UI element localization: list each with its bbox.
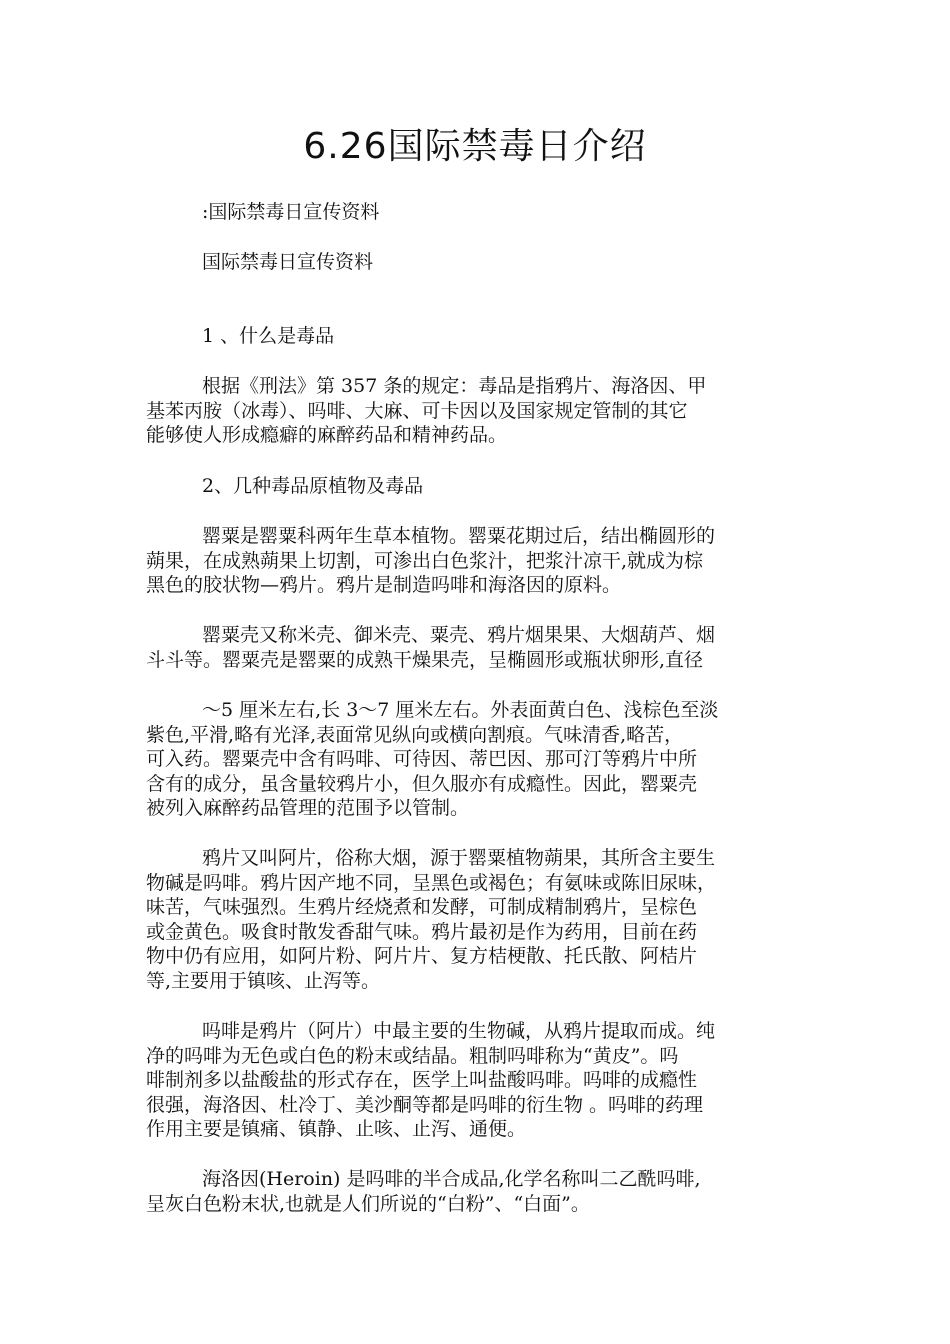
paragraph-morphine xyxy=(146,1019,810,1142)
paragraph-line: 很强，海洛因、杜冷丁、美沙酮等都是吗啡的衍生物 。吗啡的药理 xyxy=(146,1093,704,1116)
section-heading-drug-plants: 2、几种毒品原植物及毒品 xyxy=(202,475,424,497)
paragraph-opium xyxy=(146,846,810,993)
paragraph-line: ～5 厘米左右,长 3～7 厘米左右。外表面黄白色、浅棕色至淡 xyxy=(202,699,719,721)
subtitle-source: :国际禁毒日宣传资料 xyxy=(202,201,380,223)
paragraph-line: 呈灰白色粉末状,也就是人们所说的“白粉”、“白面”。 xyxy=(146,1192,590,1215)
paragraph-line: 等,主要用于镇咳、止泻等。 xyxy=(146,969,381,992)
paragraph-line: 含有的成分，虽含量较鸦片小，但久服亦有成瘾性。因此，罂粟壳 xyxy=(146,772,698,795)
document-title: 6.26国际禁毒日介绍 xyxy=(303,126,647,167)
paragraph-line: 可入药。罂粟壳中含有吗啡、可待因、蒂巴因、那可汀等鸦片中所 xyxy=(146,748,698,770)
paragraph-heroin xyxy=(146,1167,810,1216)
paragraph-line: 味苦，气味强烈。生鸦片经烧煮和发酵，可制成精制鸦片，呈棕色 xyxy=(146,896,698,918)
paragraph-poppy-shell xyxy=(146,623,810,672)
paragraph-line: 能够使人形成瘾癖的麻醉药品和精神药品。 xyxy=(146,424,508,446)
paragraph-line: 罂粟是罂粟科两年生草本植物。罂粟花期过后，结出椭圆形的 xyxy=(202,525,716,547)
paragraph-line: 净的吗啡为无色或白色的粉末或结晶。粗制吗啡称为“黄皮”。吗 xyxy=(146,1044,679,1067)
paragraph-line: 或金黄色。吸食时散发香甜气味。鸦片最初是作为药用，目前在药 xyxy=(146,920,698,943)
subtitle: 国际禁毒日宣传资料 xyxy=(202,251,374,273)
paragraph-line: 吗啡是鸦片（阿片）中最主要的生物碱，从鸦片提取而成。纯 xyxy=(202,1020,716,1042)
paragraph-line: 鸦片又叫阿片，俗称大烟，源于罂粟植物蒴果，其所含主要生 xyxy=(202,847,716,869)
section-heading-what-is-drug: 1 、什么是毒品 xyxy=(202,325,335,347)
paragraph-line: 物碱是吗啡。鸦片因产地不同，呈黑色或褐色；有氨味或陈旧尿味， xyxy=(146,871,717,894)
paragraph-line: 紫色,平滑,略有光泽,表面常见纵向或横向割痕。气味清香,略苦， xyxy=(146,723,684,746)
paragraph-poppy-shell-continued xyxy=(146,698,810,821)
paragraph-poppy xyxy=(146,524,810,598)
paragraph-line: 作用主要是镇痛、镇静、止咳、止泻、通便。 xyxy=(146,1118,527,1140)
paragraph-line: 物中仍有应用，如阿片粉、阿片片、复方桔梗散、托氏散、阿桔片 xyxy=(146,945,698,967)
paragraph-line: 斗斗等。罂粟壳是罂粟的成熟干燥果壳，呈椭圆形或瓶状卵形,直径 xyxy=(146,648,704,671)
paragraph-line: 啡制剂多以盐酸盐的形式存在，医学上叫盐酸吗啡。吗啡的成瘾性 xyxy=(146,1069,698,1091)
paragraph-line: 蒴果，在成熟蒴果上切割，可渗出白色浆汁，把浆汁凉干,就成为棕 xyxy=(146,549,704,572)
paragraph-line: 黑色的胶状物—鸦片。鸦片是制造吗啡和海洛因的原料。 xyxy=(146,574,622,596)
paragraph-line: 海洛因(Heroin) 是吗啡的半合成品,化学名称叫二乙酰吗啡, xyxy=(202,1168,701,1190)
paragraph-drug-definition xyxy=(146,374,810,448)
paragraph-line: 罂粟壳又称米壳、御米壳、粟壳、鸦片烟果果、大烟葫芦、烟 xyxy=(202,624,716,646)
paragraph-line: 根据《刑法》第 357 条的规定：毒品是指鸦片、海洛因、甲 xyxy=(202,375,707,397)
paragraph-line: 被列入麻醉药品管理的范围予以管制。 xyxy=(146,797,470,819)
paragraph-line: 基苯丙胺（冰毒）、吗啡、大麻、可卡因以及国家规定管制的其它 xyxy=(146,399,688,422)
